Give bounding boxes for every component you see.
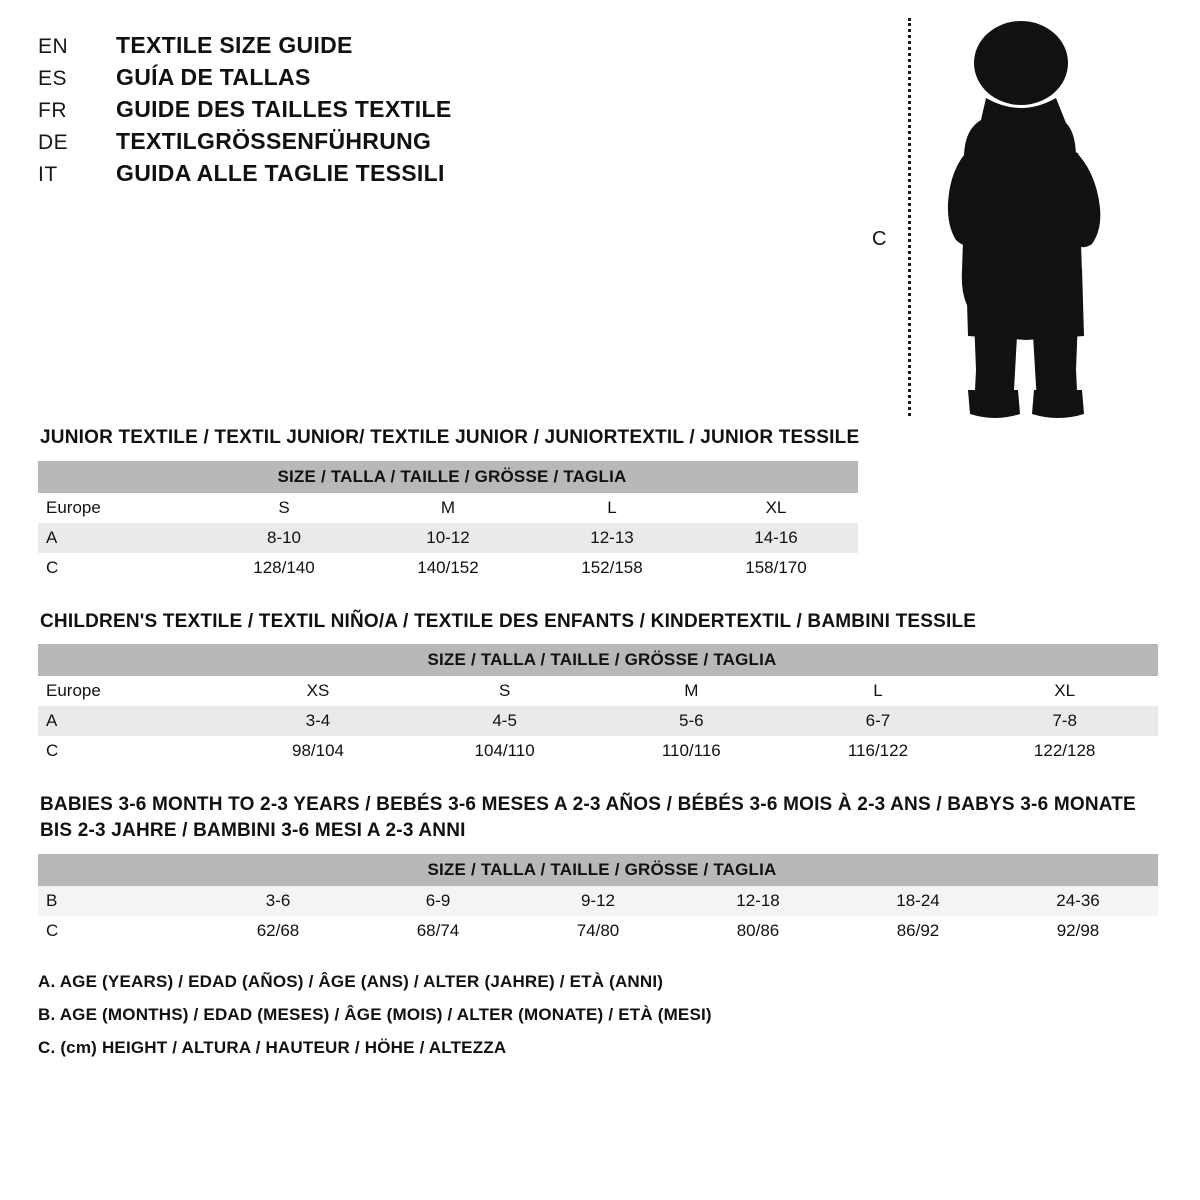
height-figure [872, 10, 1140, 420]
cell: L [530, 493, 694, 523]
cell: 12-13 [530, 523, 694, 553]
cell: 80/86 [678, 916, 838, 946]
cell: 104/110 [411, 736, 598, 766]
language-code: FR [38, 99, 67, 122]
language-titles [38, 32, 658, 192]
language-code: EN [38, 35, 69, 58]
table-row [38, 493, 858, 523]
cell: 158/170 [694, 553, 858, 583]
cell: 140/152 [366, 553, 530, 583]
cell: XS [225, 676, 412, 706]
cell: 3-4 [225, 706, 412, 736]
table-row [38, 523, 858, 553]
language-title: TEXTILE SIZE GUIDE [116, 32, 353, 58]
cell: 74/80 [518, 916, 678, 946]
cell: M [366, 493, 530, 523]
table-header-row [38, 854, 1158, 886]
footnote-a: A. AGE (YEARS) / EDAD (AÑOS) / ÂGE (ANS) / ALTER (JAHRE) / ETÀ (ANNI) [38, 971, 664, 991]
cell: 18-24 [838, 886, 998, 916]
section-babies [38, 792, 1160, 945]
language-title: TEXTILGRÖSSENFÜHRUNG [116, 128, 432, 154]
cell: 24-36 [998, 886, 1158, 916]
table-row [38, 706, 1158, 736]
language-code: ES [38, 67, 68, 90]
table-row [38, 736, 1158, 766]
row-label: Europe [38, 676, 225, 706]
height-dashed-line [908, 18, 911, 416]
section-title-junior: JUNIOR TEXTILE / TEXTIL JUNIOR/ TEXTILE JUNIOR / JUNIORTEXTIL / JUNIOR TESSILE [40, 427, 860, 448]
section-children [38, 609, 1160, 767]
row-label: C [38, 916, 198, 946]
row-label: Europe [38, 493, 202, 523]
language-row [38, 128, 658, 155]
cell: 152/158 [530, 553, 694, 583]
child-silhouette-icon [926, 18, 1126, 423]
table-header-row [38, 461, 858, 493]
cell: 10-12 [366, 523, 530, 553]
table-row [38, 676, 1158, 706]
cell: 8-10 [202, 523, 366, 553]
cell: 116/122 [785, 736, 972, 766]
cell: 9-12 [518, 886, 678, 916]
cell: 6-7 [785, 706, 972, 736]
table-row [38, 916, 1158, 946]
language-code: IT [38, 163, 58, 186]
cell: 7-8 [971, 706, 1158, 736]
section-title-children: CHILDREN'S TEXTILE / TEXTIL NIÑO/A / TEXTILE DES ENFANTS / KINDERTEXTIL / BAMBINI TESSILE [40, 610, 977, 632]
language-title: GUÍA DE TALLAS [116, 64, 311, 90]
footnote-b: B. AGE (MONTHS) / EDAD (MESES) / ÂGE (MOIS) / ALTER (MONATE) / ETÀ (MESI) [38, 1004, 712, 1024]
table-children [38, 644, 1158, 766]
cell: XL [694, 493, 858, 523]
cell: 5-6 [598, 706, 785, 736]
language-title: GUIDE DES TAILLES TEXTILE [116, 96, 452, 122]
table-babies [38, 854, 1158, 946]
language-code: DE [38, 131, 69, 154]
row-label: C [38, 736, 225, 766]
row-label: C [38, 553, 202, 583]
row-label: A [38, 523, 202, 553]
section-title-babies: BABIES 3-6 MONTH TO 2-3 YEARS / BEBÉS 3-6 MESES A 2-3 AÑOS / BÉBÉS 3-6 MOIS À 2-3 ANS / BABYS 3-6 MONATE BIS 2-3 JAHRE / BAMBINI 3-6 MESI A 2-3 ANNI [40, 794, 1136, 841]
cell: 6-9 [358, 886, 518, 916]
size-header-label: SIZE / TALLA / TAILLE / GRÖSSE / TAGLIA [38, 854, 1158, 886]
language-row [38, 64, 658, 91]
footnotes [38, 972, 1160, 1058]
cell: 122/128 [971, 736, 1158, 766]
size-header-label: SIZE / TALLA / TAILLE / GRÖSSE / TAGLIA [38, 461, 858, 493]
cell: S [202, 493, 366, 523]
cell: 128/140 [202, 553, 366, 583]
cell: 92/98 [998, 916, 1158, 946]
cell: 98/104 [225, 736, 412, 766]
cell: 86/92 [838, 916, 998, 946]
cell: M [598, 676, 785, 706]
language-row [38, 32, 658, 59]
section-junior [38, 425, 1160, 583]
language-row [38, 160, 658, 187]
row-label: A [38, 706, 225, 736]
language-title: GUIDA ALLE TAGLIE TESSILI [116, 160, 445, 186]
cell: 62/68 [198, 916, 358, 946]
table-header-row [38, 644, 1158, 676]
height-measure-label: C [872, 228, 887, 250]
cell: L [785, 676, 972, 706]
cell: XL [971, 676, 1158, 706]
cell: S [411, 676, 598, 706]
language-row [38, 96, 658, 123]
row-label: B [38, 886, 198, 916]
cell: 68/74 [358, 916, 518, 946]
size-header-label: SIZE / TALLA / TAILLE / GRÖSSE / TAGLIA [38, 644, 1158, 676]
cell: 14-16 [694, 523, 858, 553]
table-row [38, 886, 1158, 916]
cell: 4-5 [411, 706, 598, 736]
size-tables [38, 425, 1160, 1071]
footnote-c: C. (cm) HEIGHT / ALTURA / HAUTEUR / HÖHE / ALTEZZA [38, 1037, 507, 1057]
table-row [38, 553, 858, 583]
cell: 12-18 [678, 886, 838, 916]
table-junior [38, 461, 858, 583]
cell: 3-6 [198, 886, 358, 916]
cell: 110/116 [598, 736, 785, 766]
